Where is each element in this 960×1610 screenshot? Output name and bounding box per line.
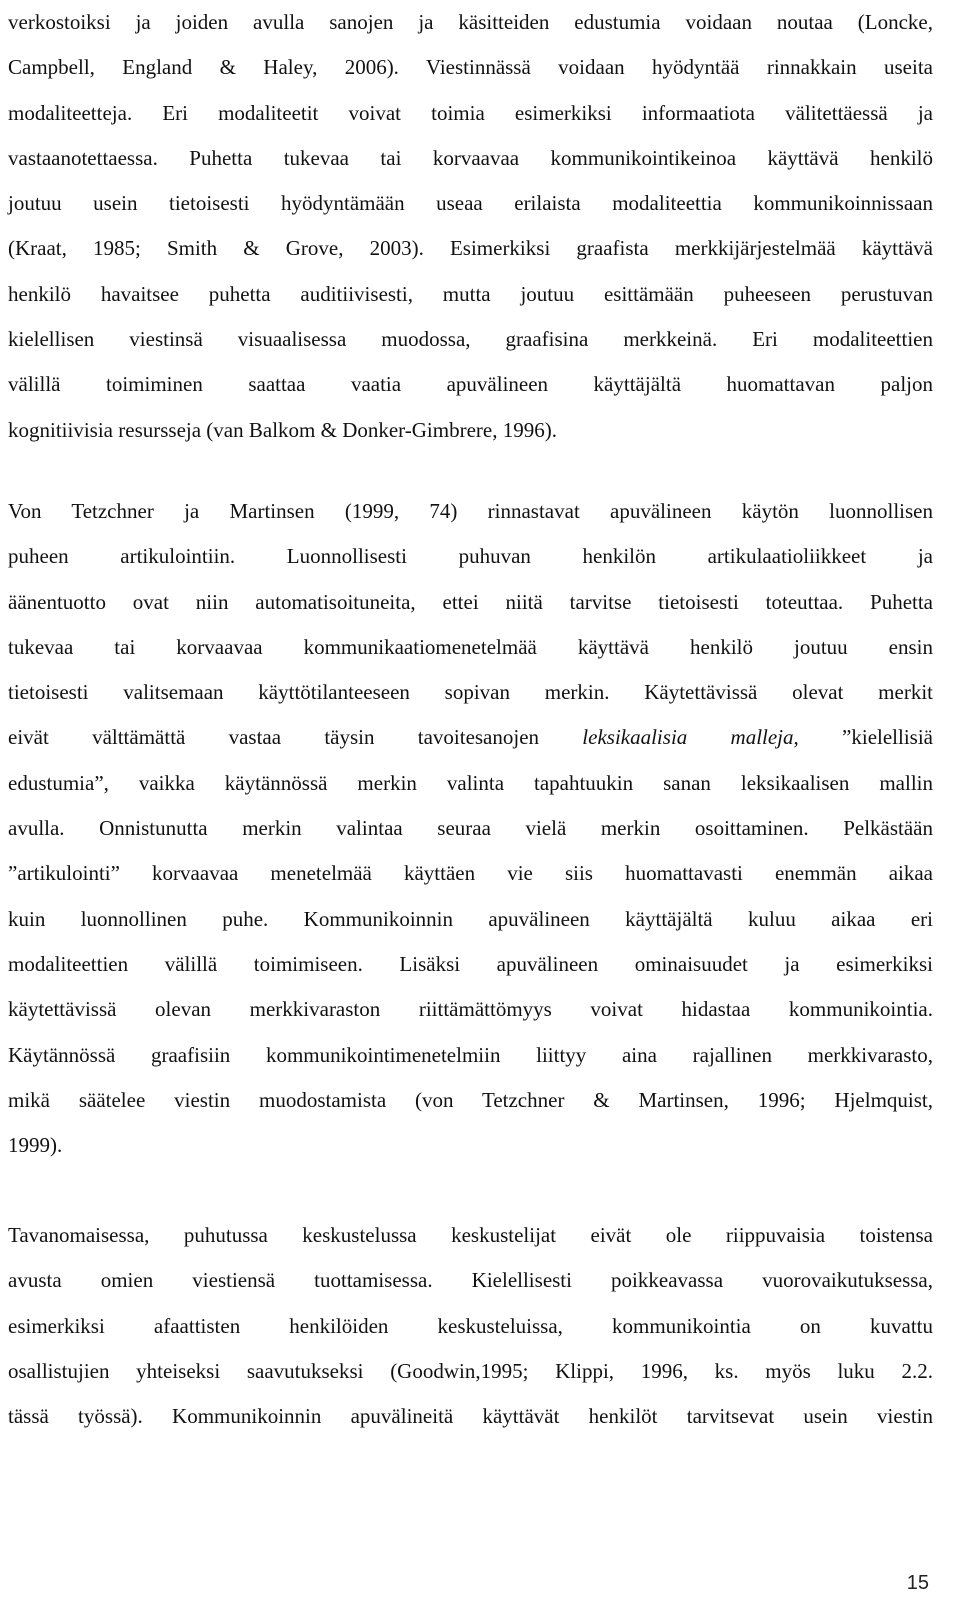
text-line: Campbell, England & Haley, 2006). Viestinnässä voidaan hyödyntää rinnakkain useita: [8, 55, 933, 80]
text-line: edustumia”, vaikka käytännössä merkin valinta tapahtuukin sanan leksikaalisen mallin: [8, 770, 933, 795]
paragraph-1: [8, 0, 933, 453]
text-line: (Kraat, 1985; Smith & Grove, 2003). Esimerkiksi graafista merkkijärjestelmää käyttävä: [8, 236, 933, 261]
page-number: 15: [906, 1572, 929, 1594]
text-line: modaliteettien välillä toimimiseen. Lisäksi apuvälineen ominaisuudet ja esimerkiksi: [8, 951, 933, 976]
text-line: avulla. Onnistunutta merkin valintaa seuraa vielä merkin osoittaminen. Pelkästään: [8, 816, 933, 841]
text-line: modaliteetteja. Eri modaliteetit voivat toimia esimerkiksi informaatiota välitettäessä ja: [8, 100, 933, 125]
text-line: 1999).: [8, 1133, 63, 1158]
text-line-with-italic: [8, 715, 933, 760]
text-line: mikä säätelee viestin muodostamista (von Tetzchner & Martinsen, 1996; Hjelmquist,: [8, 1087, 933, 1112]
text-run: , ”kielellisiä: [793, 725, 933, 750]
paragraph-2: [8, 489, 933, 1168]
text-line: verkostoiksi ja joiden avulla sanojen ja käsitteiden edustumia voidaan noutaa (Loncke,: [8, 10, 933, 34]
text-line: Von Tetzchner ja Martinsen (1999, 74) rinnastavat apuvälineen käytön luonnollisen: [8, 499, 933, 523]
italic-term: leksikaalisia malleja: [582, 725, 794, 750]
text-line: tukevaa tai korvaavaa kommunikaatiomenetelmää käyttävä henkilö joutuu ensin: [8, 634, 933, 659]
text-line: henkilö havaitsee puhetta auditiivisesti, mutta joutuu esittämään puheeseen perustuvan: [8, 281, 933, 306]
text-line: tietoisesti valitsemaan käyttötilanteeseen sopivan merkin. Käytettävissä olevat merkit: [8, 680, 933, 705]
text-run: eivät välttämättä vastaa täysin tavoitesanojen: [8, 725, 583, 750]
text-line: kielellisen viestinsä visuaalisessa muodossa, graafisina merkkeinä. Eri modaliteettien: [8, 327, 933, 352]
paragraph-3: [8, 1213, 933, 1439]
text-line: välillä toimiminen saattaa vaatia apuvälineen käyttäjältä huomattavan paljon: [8, 372, 933, 397]
text-line: kognitiivisia resursseja (van Balkom & Donker-Gimbrere, 1996).: [8, 417, 557, 442]
text-line: Käytännössä graafisiin kommunikointimenetelmiin liittyy aina rajallinen merkkivarasto,: [8, 1042, 933, 1067]
text-line: käytettävissä olevan merkkivaraston riittämättömyys voivat hidastaa kommunikointia.: [8, 997, 933, 1022]
text-line: kuin luonnollinen puhe. Kommunikoinnin apuvälineen käyttäjältä kuluu aikaa eri: [8, 906, 933, 931]
text-line: äänentuotto ovat niin automatisoituneita, ettei niitä tarvitse tietoisesti toteuttaa. Puhetta: [8, 589, 933, 614]
text-line: osallistujien yhteiseksi saavutukseksi (Goodwin,1995; Klippi, 1996, ks. myös luku 2.2.: [8, 1358, 933, 1383]
text-line: puheen artikulointiin. Luonnollisesti puhuvan henkilön artikulaatioliikkeet ja: [8, 544, 933, 569]
text-line: avusta omien viestiensä tuottamisessa. Kielellisesti poikkeavassa vuorovaikutuksessa,: [8, 1268, 933, 1293]
text-line: esimerkiksi afaattisten henkilöiden keskusteluissa, kommunikointia on kuvattu: [8, 1313, 933, 1338]
text-line: ”artikulointi” korvaavaa menetelmää käyttäen vie siis huomattavasti enemmän aikaa: [8, 861, 933, 886]
text-line: Tavanomaisessa, puhutussa keskustelussa keskustelijat eivät ole riippuvaisia toistensa: [8, 1223, 933, 1247]
text-line: vastaanotettaessa. Puhetta tukevaa tai korvaavaa kommunikointikeinoa käyttävä henkilö: [8, 145, 933, 170]
text-line: joutuu usein tietoisesti hyödyntämään useaa erilaista modaliteettia kommunikoinnissaan: [8, 191, 933, 216]
text-line: tässä työssä). Kommunikoinnin apuvälineitä käyttävät henkilöt tarvitsevat usein viestin: [8, 1404, 933, 1429]
